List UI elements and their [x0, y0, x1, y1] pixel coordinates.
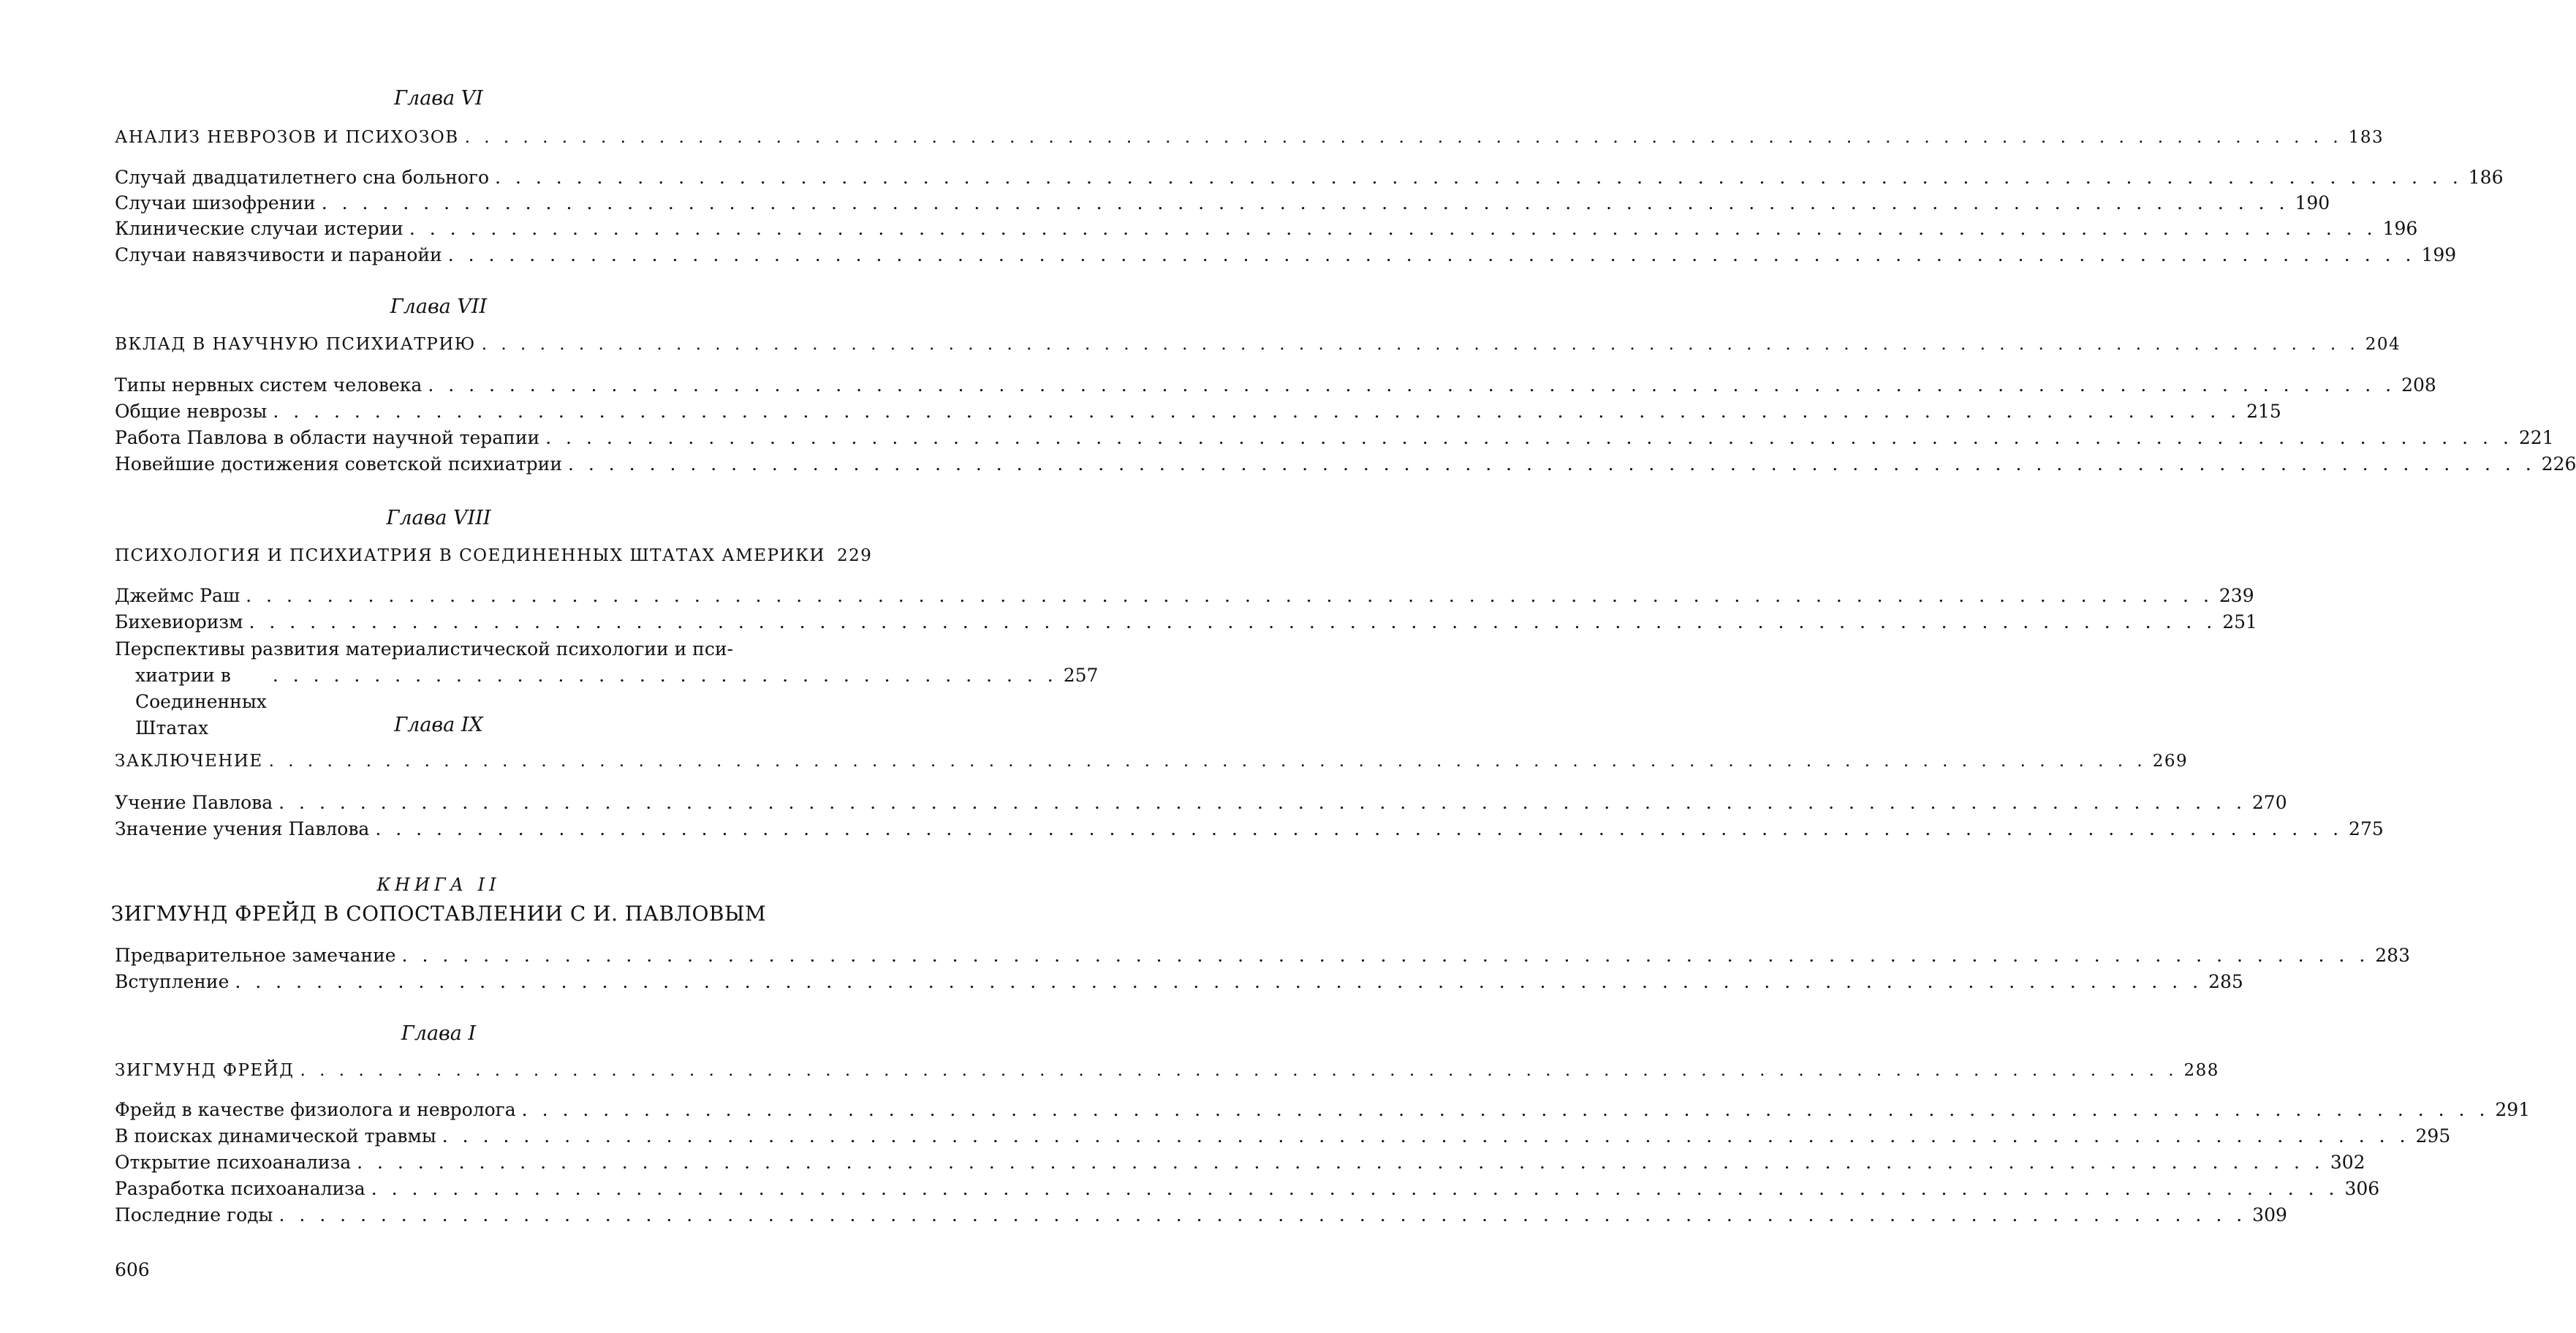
- toc-entry: [115, 165, 2504, 190]
- toc-entry: [115, 970, 2243, 994]
- page-number: 270: [2251, 792, 2287, 813]
- page-number: 208: [2401, 374, 2436, 396]
- chapter-title-8: Глава VIII: [386, 507, 491, 529]
- toc-entry-label: Джеймс Раш: [115, 585, 240, 606]
- dot-leader: [249, 610, 2216, 635]
- page-number: 190: [2295, 192, 2330, 214]
- toc-entry: [115, 373, 2436, 398]
- chapter-heading-label: ЗИГМУНД ФРЕЙД: [115, 1061, 295, 1080]
- page-number: 251: [2222, 611, 2257, 632]
- toc-entry-label: Клинические случаи истерии: [115, 218, 404, 239]
- dot-leader: [235, 970, 2202, 994]
- toc-entry-label: Новейшие достижения советской психиатрии: [115, 453, 562, 475]
- dot-leader: [300, 1058, 2178, 1083]
- toc-entry-label: Случай двадцатилетнего сна больного: [115, 167, 490, 188]
- page-number: 215: [2246, 401, 2281, 422]
- page-number: 204: [2365, 335, 2401, 354]
- toc-entry: [115, 1150, 2365, 1175]
- chapter-heading-row: [115, 1058, 2219, 1083]
- dot-leader: [409, 216, 2377, 241]
- page-number: 183: [2348, 128, 2384, 147]
- dot-leader: [448, 243, 2416, 268]
- page-number: 302: [2330, 1152, 2365, 1173]
- page-number: 199: [2421, 244, 2457, 265]
- dot-leader: [482, 332, 2360, 357]
- page-number: 269: [2152, 752, 2189, 771]
- dot-leader: [375, 817, 2343, 842]
- chapter-title-1: Глава I: [401, 1022, 477, 1045]
- dot-leader: [322, 191, 2289, 216]
- page-number: 285: [2208, 971, 2243, 992]
- page-number: 239: [2219, 585, 2254, 606]
- dot-leader: [269, 749, 2147, 774]
- page-number: 288: [2183, 1061, 2219, 1080]
- toc-entry: [115, 243, 2457, 268]
- toc-entry: [115, 1203, 2287, 1228]
- page-number: 283: [2375, 945, 2410, 966]
- toc-entry-label: Вступление: [115, 971, 230, 992]
- dot-leader: [273, 399, 2240, 424]
- page-number: 295: [2415, 1125, 2451, 1147]
- toc-entry-label: В поисках динамической травмы: [115, 1125, 436, 1147]
- page-folio: 606: [115, 1259, 150, 1280]
- dot-leader: [442, 1124, 2410, 1149]
- chapter-heading-label: ПСИХОЛОГИЯ И ПСИХИАТРИЯ В СОЕДИНЕННЫХ ШТАТАХ АМЕРИКИ: [115, 546, 825, 565]
- chapter-heading-row: [115, 125, 2384, 150]
- dot-leader: [465, 125, 2343, 150]
- toc-entry-label: Бихевиоризм: [115, 611, 243, 632]
- page-number: 196: [2382, 218, 2418, 239]
- toc-entry: [115, 584, 2254, 608]
- chapter-heading-label: ЗАКЛЮЧЕНИЕ: [115, 752, 263, 771]
- dot-leader: [495, 165, 2463, 190]
- toc-entry-label: Работа Павлова в области научной терапии: [115, 427, 540, 448]
- page-number: 309: [2252, 1204, 2287, 1226]
- toc-entry: [115, 216, 2418, 241]
- dot-leader: [246, 584, 2213, 608]
- toc-entry: [115, 610, 2257, 635]
- toc-entry: [115, 191, 2330, 216]
- dot-leader: [371, 1177, 2339, 1201]
- toc-entry: [115, 452, 2576, 477]
- page-number: 275: [2349, 818, 2384, 839]
- toc-entry-label: Предварительное замечание: [115, 945, 396, 966]
- chapter-title-7: Глава VII: [390, 295, 488, 318]
- dot-leader: [522, 1098, 2490, 1122]
- toc-entry: [115, 817, 2384, 842]
- chapter-title-9: Глава IX: [394, 714, 483, 736]
- dot-leader: [428, 373, 2395, 398]
- toc-entry: [115, 1124, 2451, 1149]
- toc-entry: [115, 1098, 2531, 1122]
- toc-entry: [115, 426, 2554, 450]
- toc-entry-label: Последние годы: [115, 1204, 273, 1226]
- toc-entry-label-line1: Перспективы развития материалистической психологии и пси-: [115, 638, 733, 660]
- book-label: КНИГА II: [376, 875, 501, 895]
- dot-leader: [402, 943, 2370, 968]
- dot-leader: [545, 426, 2513, 450]
- toc-entry: [115, 943, 2410, 968]
- page-number: 221: [2518, 427, 2554, 448]
- dot-leader: . . . . . . . . . . . . . . . . . . . . . . . . . . . . . . . . . . . . . . .: [272, 665, 1058, 686]
- page-number: 306: [2344, 1178, 2380, 1199]
- toc-entry-label: Учение Павлова: [115, 792, 273, 813]
- book-title: ЗИГМУНД ФРЕЙД В СОПОСТАВЛЕНИИ С И. ПАВЛОВЫМ: [110, 902, 767, 926]
- chapter-title-6: Глава VI: [394, 87, 483, 110]
- chapter-heading-row: [115, 332, 2401, 357]
- toc-entry: [115, 1177, 2380, 1201]
- toc-entry-label: Открытие психоанализа: [115, 1152, 352, 1173]
- chapter-heading-row: [115, 543, 873, 568]
- page-number: 229: [836, 546, 873, 565]
- toc-entry-label: Фрейд в качестве физиолога и невролога: [115, 1099, 516, 1120]
- chapter-heading-label: ВКЛАД В НАУЧНУЮ ПСИХИАТРИЮ: [115, 335, 476, 354]
- chapter-heading-row: [115, 749, 2189, 774]
- toc-entry-label-line2: хиатрии в Соединенных Штатах: [135, 665, 267, 739]
- page-number: 226: [2541, 453, 2576, 475]
- dot-leader: [357, 1150, 2325, 1175]
- toc-entry-label: Случаи навязчивости и паранойи: [115, 244, 442, 265]
- toc-entry-label: Случаи шизофрении: [115, 192, 316, 214]
- page-number: 257: [1063, 665, 1099, 686]
- toc-entry: [115, 790, 2287, 815]
- dot-leader: [279, 790, 2246, 815]
- page-number: 186: [2468, 167, 2504, 188]
- chapter-heading-label: АНАЛИЗ НЕВРОЗОВ И ПСИХОЗОВ: [115, 128, 459, 147]
- toc-entry-label: Типы нервных систем человека: [115, 374, 423, 396]
- page-number: 291: [2495, 1099, 2531, 1120]
- dot-leader: [568, 452, 2536, 477]
- toc-entry-label: Значение учения Павлова: [115, 818, 370, 839]
- toc-entry: [115, 399, 2281, 424]
- toc-entry-label: Общие неврозы: [115, 401, 268, 422]
- toc-entry-label: Разработка психоанализа: [115, 1178, 365, 1199]
- dot-leader: [279, 1203, 2246, 1228]
